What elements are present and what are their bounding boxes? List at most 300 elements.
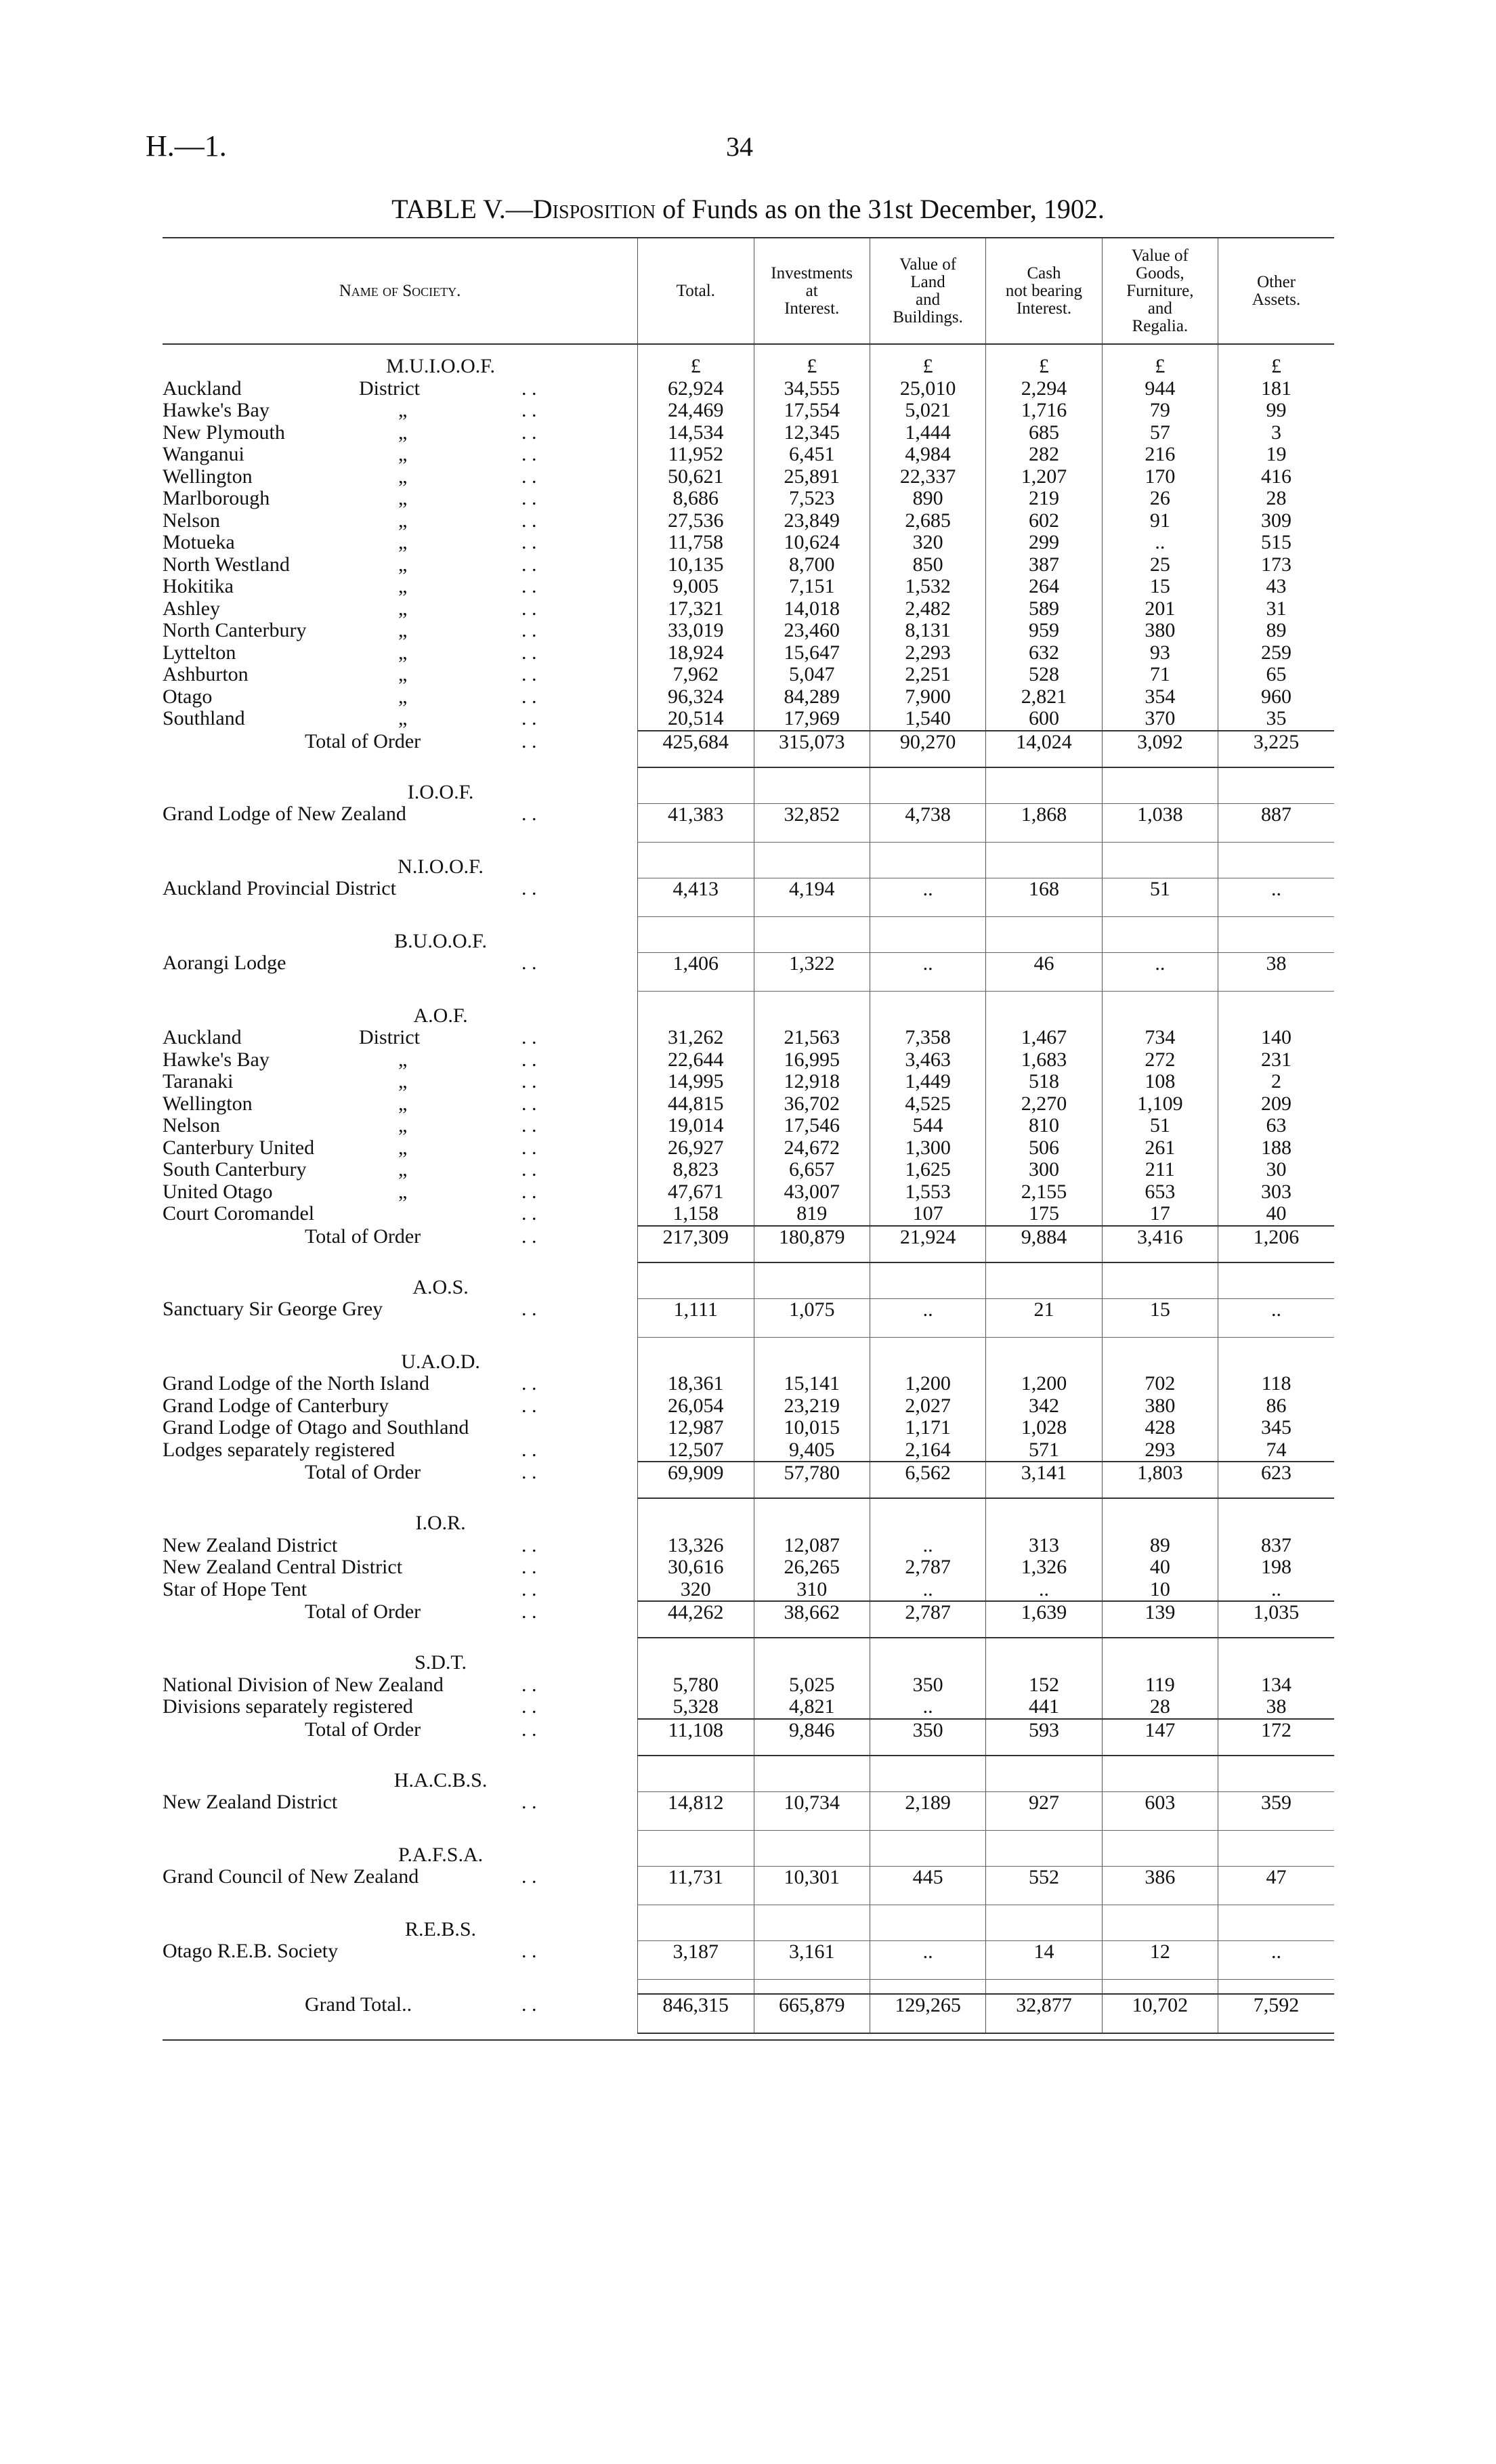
spacer-cell	[638, 1498, 754, 1512]
value-cell: 632	[986, 642, 1102, 664]
society-row	[163, 1071, 1334, 1093]
value-cell: 1,207	[986, 466, 1102, 488]
dot-leader: . .	[521, 1439, 537, 1461]
dot-leader: . .	[521, 509, 537, 532]
empty-cell	[1218, 1652, 1334, 1674]
value-cell: 14,995	[638, 1071, 754, 1093]
spacer-cell	[163, 1638, 638, 1652]
value-cell: 1,038	[1102, 803, 1218, 842]
society-row	[163, 488, 1334, 510]
society-name-cell	[163, 466, 638, 488]
value-cell: 14	[986, 1940, 1102, 1979]
society-name: Grand Lodge of the North Island	[163, 1373, 430, 1395]
spacer-cell	[754, 1498, 870, 1512]
empty-cell	[986, 1652, 1102, 1674]
society-name-cell	[163, 803, 638, 842]
district-label: District	[359, 1027, 420, 1048]
value-cell: 1,532	[870, 576, 985, 598]
spacer-cell	[163, 344, 638, 356]
value-cell: 10	[1102, 1579, 1218, 1602]
society-name-cell	[163, 686, 638, 708]
value-cell: 8,700	[754, 554, 870, 576]
organisation-name: S.D.T.	[414, 1651, 467, 1674]
dot-leader: . .	[521, 1092, 537, 1115]
organisation-name: I.O.R.	[415, 1512, 466, 1534]
dot-leader: . .	[521, 1159, 537, 1181]
value-cell: 24,672	[754, 1137, 870, 1160]
spacer-cell	[163, 767, 638, 782]
spacer-row	[163, 1638, 1334, 1652]
total-label-cell	[163, 1601, 638, 1638]
value-cell: 118	[1218, 1373, 1334, 1395]
org-heading-row	[163, 931, 1334, 953]
value-cell: 17	[1102, 1203, 1218, 1226]
spacer-cell	[754, 991, 870, 1005]
value-cell: 71	[1102, 664, 1218, 686]
society-name: United Otago	[163, 1181, 273, 1203]
society-row	[163, 1137, 1334, 1160]
value-cell: 10,702	[1102, 1994, 1218, 2033]
spacer-cell	[870, 767, 985, 782]
value-cell: 26	[1102, 488, 1218, 510]
value-cell: 201	[1102, 598, 1218, 620]
value-cell: 1,868	[986, 803, 1102, 842]
organisation-name: R.E.B.S.	[405, 1917, 477, 1940]
empty-cell	[986, 1770, 1102, 1792]
empty-cell	[986, 1277, 1102, 1299]
value-cell: 685	[986, 422, 1102, 444]
society-name: Nelson	[163, 1115, 220, 1137]
empty-cell	[1218, 1351, 1334, 1374]
society-name-cell	[163, 664, 638, 686]
society-name: Otago	[163, 685, 213, 708]
value-cell: 7,523	[754, 488, 870, 510]
spacer-cell	[986, 991, 1102, 1005]
spacer-row	[163, 991, 1334, 1005]
society-name-cell	[163, 1181, 638, 1204]
dot-leader: . .	[521, 1298, 537, 1320]
dot-leader: . .	[521, 421, 537, 444]
society-row	[163, 554, 1334, 576]
value-cell: 571	[986, 1439, 1102, 1462]
value-cell: 25,010	[870, 378, 985, 400]
value-cell: 28	[1218, 488, 1334, 510]
value-cell: 108	[1102, 1071, 1218, 1093]
value-cell: 84,289	[754, 686, 870, 708]
value-cell: 1,326	[986, 1556, 1102, 1579]
value-cell: 43,007	[754, 1181, 870, 1204]
spacer-row	[163, 842, 1334, 856]
spacer-cell	[986, 1638, 1102, 1652]
society-name-cell	[163, 1115, 638, 1137]
spacer-cell	[754, 1638, 870, 1652]
value-cell: 89	[1102, 1535, 1218, 1557]
society-row	[163, 1049, 1334, 1071]
empty-cell	[870, 1652, 985, 1674]
empty-cell	[870, 1005, 985, 1027]
spacer-cell	[1218, 1830, 1334, 1844]
empty-cell	[638, 1919, 754, 1941]
value-cell: 21	[986, 1298, 1102, 1337]
society-name-cell	[163, 1439, 638, 1462]
spacer-cell	[163, 1979, 638, 1994]
value-cell: 17,969	[754, 708, 870, 731]
society-name-cell	[163, 1674, 638, 1697]
spacer-row	[163, 767, 1334, 782]
empty-cell	[638, 856, 754, 878]
value-cell: 9,005	[638, 576, 754, 598]
order-total-row	[163, 1462, 1334, 1498]
society-name: New Zealand District	[163, 1791, 338, 1813]
end-rule-row	[163, 2033, 1334, 2040]
value-cell: 99	[1218, 400, 1334, 422]
society-row	[163, 1417, 1334, 1439]
empty-cell	[870, 782, 985, 804]
ditto-mark: „	[398, 708, 408, 729]
value-cell: 63	[1218, 1115, 1334, 1137]
empty-cell	[986, 931, 1102, 953]
value-cell: 1,553	[870, 1181, 985, 1204]
ditto-mark: „	[398, 1071, 408, 1092]
society-name-cell	[163, 642, 638, 664]
society-name-cell	[163, 1093, 638, 1116]
spacer-cell	[638, 1638, 754, 1652]
value-cell: 18,361	[638, 1373, 754, 1395]
organisation-name: U.A.O.D.	[401, 1350, 480, 1373]
value-cell: 21,924	[870, 1226, 985, 1262]
value-cell: 387	[986, 554, 1102, 576]
society-name: Grand Lodge of Otago and Southland	[163, 1417, 469, 1439]
dot-leader: . .	[521, 1225, 537, 1248]
value-cell: 4,194	[754, 878, 870, 916]
value-cell: 96,324	[638, 686, 754, 708]
society-row	[163, 1159, 1334, 1181]
spacer-row	[163, 1979, 1334, 1994]
currency-symbol: £	[638, 356, 754, 378]
value-cell: 10,624	[754, 532, 870, 554]
spacer-cell	[986, 1905, 1102, 1919]
value-cell: 13,326	[638, 1535, 754, 1557]
value-cell: 65	[1218, 664, 1334, 686]
value-cell: 14,018	[754, 598, 870, 620]
value-cell: 129,265	[870, 1994, 985, 2033]
value-cell: 518	[986, 1071, 1102, 1093]
spacer-cell	[754, 344, 870, 356]
society-name: Aorangi Lodge	[163, 952, 286, 974]
value-cell: 22,644	[638, 1049, 754, 1071]
dot-leader: . .	[521, 400, 537, 421]
value-cell: 86	[1218, 1395, 1334, 1418]
value-cell: 40	[1102, 1556, 1218, 1579]
value-cell: 4,525	[870, 1093, 985, 1116]
society-name-cell	[163, 510, 638, 532]
spacer-cell	[1218, 842, 1334, 856]
value-cell: 10,015	[754, 1417, 870, 1439]
value-cell: 12,345	[754, 422, 870, 444]
empty-cell	[1102, 931, 1218, 953]
value-cell: 6,562	[870, 1462, 985, 1498]
society-name-cell	[163, 952, 638, 991]
value-cell: 15,647	[754, 642, 870, 664]
dot-leader: . .	[521, 553, 537, 576]
table-title	[0, 193, 1496, 225]
value-cell: 445	[870, 1866, 985, 1905]
value-cell: 79	[1102, 400, 1218, 422]
value-cell: 11,758	[638, 532, 754, 554]
dot-leader: . .	[521, 444, 537, 465]
value-cell: 2,685	[870, 510, 985, 532]
value-cell: 47	[1218, 1866, 1334, 1905]
value-cell: 272	[1102, 1049, 1218, 1071]
spacer-cell	[638, 344, 754, 356]
spacer-cell	[870, 1337, 985, 1351]
society-row	[163, 708, 1334, 731]
spacer-cell	[986, 842, 1102, 856]
spacer-cell	[754, 1262, 870, 1277]
society-name: Hawke's Bay	[163, 1048, 270, 1071]
spacer-cell	[870, 1498, 985, 1512]
col-cash: Cash not bearing Interest.	[986, 238, 1102, 344]
value-cell: 10,301	[754, 1866, 870, 1905]
spacer-cell	[870, 1979, 985, 1994]
value-cell: 1,171	[870, 1417, 985, 1439]
end-rule-cell	[754, 2033, 870, 2040]
dot-leader: . .	[521, 1373, 537, 1395]
society-row	[163, 1866, 1334, 1905]
society-row	[163, 1940, 1334, 1979]
spacer-row	[163, 1905, 1334, 1919]
value-cell: 259	[1218, 642, 1334, 664]
value-cell: 9,884	[986, 1226, 1102, 1262]
society-row	[163, 1395, 1334, 1418]
society-row	[163, 1696, 1334, 1719]
spacer-cell	[1102, 1498, 1218, 1512]
value-cell: 46	[986, 952, 1102, 991]
dot-leader: . .	[521, 952, 537, 974]
society-name: Hawke's Bay	[163, 400, 270, 421]
value-cell: 12,087	[754, 1535, 870, 1557]
value-cell: 4,984	[870, 444, 985, 466]
spacer-cell	[1102, 842, 1218, 856]
society-name: New Zealand District	[163, 1534, 338, 1556]
value-cell: 944	[1102, 378, 1218, 400]
org-heading-row	[163, 1512, 1334, 1535]
society-name: Court Coromandel	[163, 1203, 315, 1225]
value-cell: 6,657	[754, 1159, 870, 1181]
empty-cell	[1218, 931, 1334, 953]
empty-cell	[986, 856, 1102, 878]
society-row	[163, 1203, 1334, 1226]
value-cell: 25	[1102, 554, 1218, 576]
empty-cell	[1218, 1919, 1334, 1941]
value-cell: 14,812	[638, 1791, 754, 1830]
society-name: Grand Lodge of New Zealand	[163, 803, 406, 825]
society-name: Otago R.E.B. Society	[163, 1940, 339, 1962]
ditto-mark: „	[398, 1159, 408, 1181]
empty-cell	[638, 782, 754, 804]
value-cell: ..	[870, 1579, 985, 1602]
society-name-cell	[163, 1027, 638, 1049]
empty-cell	[638, 1652, 754, 1674]
value-cell: 320	[870, 532, 985, 554]
empty-cell	[870, 856, 985, 878]
society-name: Ashley	[163, 597, 220, 620]
empty-cell	[986, 1512, 1102, 1535]
value-cell: ..	[870, 1696, 985, 1719]
dot-leader: . .	[521, 576, 537, 597]
spacer-cell	[1218, 1262, 1334, 1277]
empty-cell	[1102, 1351, 1218, 1374]
empty-cell	[1102, 1005, 1218, 1027]
value-cell: 12,987	[638, 1417, 754, 1439]
org-heading-row	[163, 1919, 1334, 1941]
society-name: South Canterbury	[163, 1159, 307, 1181]
spacer-cell	[1218, 1498, 1334, 1512]
dot-leader: . .	[521, 878, 537, 899]
society-name-cell	[163, 1417, 638, 1439]
value-cell: 9,405	[754, 1439, 870, 1462]
society-name-cell	[163, 1791, 638, 1830]
total-label: Total of Order	[305, 1601, 421, 1623]
org-heading-row	[163, 1351, 1334, 1374]
value-cell: 1,200	[870, 1373, 985, 1395]
value-cell: 12	[1102, 1940, 1218, 1979]
value-cell: 810	[986, 1115, 1102, 1137]
value-cell: 7,962	[638, 664, 754, 686]
value-cell: 380	[1102, 1395, 1218, 1418]
value-cell: 11,731	[638, 1866, 754, 1905]
value-cell: 140	[1218, 1027, 1334, 1049]
value-cell: 36,702	[754, 1093, 870, 1116]
value-cell: 5,021	[870, 400, 985, 422]
value-cell: 51	[1102, 1115, 1218, 1137]
empty-cell	[1102, 1512, 1218, 1535]
value-cell: 172	[1218, 1719, 1334, 1756]
value-cell: 15	[1102, 576, 1218, 598]
value-cell: 17,554	[754, 400, 870, 422]
value-cell: 1,540	[870, 708, 985, 731]
society-row	[163, 1674, 1334, 1697]
value-cell: 960	[1218, 686, 1334, 708]
value-cell: ..	[1218, 1579, 1334, 1602]
society-name-cell	[163, 1579, 638, 1602]
empty-cell	[1102, 1919, 1218, 1941]
ditto-mark: „	[398, 1137, 408, 1159]
total-label: Total of Order	[305, 1718, 421, 1741]
currency-symbol: £	[986, 356, 1102, 378]
value-cell: ..	[1218, 1298, 1334, 1337]
grand-total-row	[163, 1994, 1334, 2033]
total-label: Total of Order	[305, 730, 421, 752]
value-cell: 600	[986, 708, 1102, 731]
value-cell: 1,803	[1102, 1462, 1218, 1498]
end-rule-cell	[870, 2033, 985, 2040]
value-cell: 181	[1218, 378, 1334, 400]
value-cell: ..	[1102, 952, 1218, 991]
value-cell: 819	[754, 1203, 870, 1226]
spacer-cell	[1102, 1979, 1218, 1994]
society-name-cell	[163, 378, 638, 400]
spacer-cell	[754, 1979, 870, 1994]
society-name: Southland	[163, 708, 245, 729]
empty-cell	[986, 1005, 1102, 1027]
society-row	[163, 422, 1334, 444]
value-cell: ..	[870, 1940, 985, 1979]
value-cell: 8,823	[638, 1159, 754, 1181]
value-cell: 350	[870, 1719, 985, 1756]
value-cell: 17,546	[754, 1115, 870, 1137]
society-name: North Canterbury	[163, 620, 307, 641]
value-cell: 1,200	[986, 1373, 1102, 1395]
value-cell: 1,206	[1218, 1226, 1334, 1262]
dot-leader: . .	[521, 1137, 537, 1159]
empty-cell	[986, 1351, 1102, 1374]
dot-leader: . .	[521, 1048, 537, 1071]
value-cell: 6,451	[754, 444, 870, 466]
value-cell: 5,047	[754, 664, 870, 686]
page-number: 34	[726, 131, 753, 162]
society-name-cell	[163, 1373, 638, 1395]
dot-leader: . .	[521, 1696, 537, 1718]
spacer-cell	[870, 842, 985, 856]
spacer-cell	[986, 1979, 1102, 1994]
organisation-name: M.U.I.O.O.F.	[386, 355, 496, 377]
empty-cell	[1218, 1844, 1334, 1867]
society-name-cell	[163, 444, 638, 466]
society-name: Wellington	[163, 465, 253, 488]
dot-leader: . .	[521, 1940, 537, 1962]
order-total-row	[163, 1719, 1334, 1756]
value-cell: 26,927	[638, 1137, 754, 1160]
value-cell: 665,879	[754, 1994, 870, 2033]
value-cell: 350	[870, 1674, 985, 1697]
society-name: Lodges separately registered	[163, 1439, 396, 1461]
empty-cell	[870, 1277, 985, 1299]
spacer-row	[163, 916, 1334, 931]
value-cell: 4,413	[638, 878, 754, 916]
society-name: Marlborough	[163, 488, 270, 509]
empty-cell	[1218, 1005, 1334, 1027]
value-cell: 370	[1102, 708, 1218, 731]
society-name-cell	[163, 1556, 638, 1579]
dot-leader: . .	[521, 1578, 537, 1600]
value-cell: 23,219	[754, 1395, 870, 1418]
society-name: New Zealand Central District	[163, 1556, 403, 1578]
value-cell: 217,309	[638, 1226, 754, 1262]
empty-cell	[870, 1844, 985, 1867]
society-row	[163, 620, 1334, 642]
value-cell: 300	[986, 1159, 1102, 1181]
value-cell: 209	[1218, 1093, 1334, 1116]
value-cell: 552	[986, 1866, 1102, 1905]
value-cell: 3,225	[1218, 731, 1334, 767]
ditto-mark: „	[398, 465, 408, 488]
society-row	[163, 664, 1334, 686]
org-heading-row	[163, 1277, 1334, 1299]
society-name: Auckland Provincial District	[163, 878, 396, 899]
value-cell: 2,293	[870, 642, 985, 664]
value-cell: 7,900	[870, 686, 985, 708]
value-cell: 4,821	[754, 1696, 870, 1719]
value-cell: 18,924	[638, 642, 754, 664]
value-cell: 320	[638, 1579, 754, 1602]
ditto-mark: „	[398, 1181, 408, 1203]
society-row	[163, 642, 1334, 664]
value-cell: 2,787	[870, 1601, 985, 1638]
value-cell: 5,780	[638, 1674, 754, 1697]
total-label: Total of Order	[305, 1462, 421, 1483]
society-row	[163, 878, 1334, 916]
